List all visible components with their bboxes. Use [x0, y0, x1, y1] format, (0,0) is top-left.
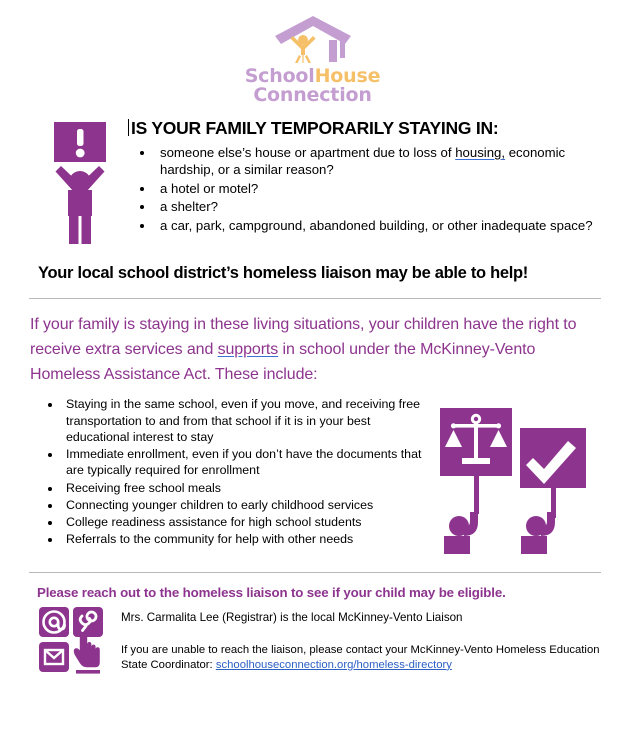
logo-word-house: House: [314, 65, 381, 87]
liaison-info: Mrs. Carmalita Lee (Registrar) is the local McKinney-Vento Liaison: [121, 611, 463, 625]
bullet-text: a car, park, campground, abandoned building, or other inadequate space?: [160, 217, 593, 233]
footer-heading: Please reach out to the homeless liaison to see if your child may be eligible.: [37, 585, 506, 601]
pointing-hand-icon: [74, 632, 100, 674]
schoolhouse-logo-mark: [271, 14, 355, 64]
list-item: [155, 198, 603, 215]
list-item: • Receiving free school meals: [62, 480, 422, 496]
list-item: [155, 144, 603, 179]
bullet-text-post: economic hardship, or a similar reason?: [160, 144, 566, 178]
logo-word-connection: Connection: [253, 84, 372, 107]
list-item: • College readiness assistance for high school students: [62, 514, 422, 530]
tagline: Your local school district’s homeless liaison may be able to help!: [38, 263, 529, 282]
phone-icon: [73, 607, 103, 637]
situation-list: [129, 144, 603, 234]
list-item: • Connecting younger children to early childhood services: [62, 497, 422, 513]
question-body: [112, 118, 603, 235]
envelope-icon: [39, 642, 69, 672]
question-section: [0, 106, 625, 244]
list-item: [155, 180, 603, 197]
intro-text-pre: If your family is staying in these living situations, your children have the right to receive extra services and: [30, 315, 577, 358]
bullet-text: a shelter?: [160, 199, 218, 215]
list-item: • Referrals to the community for help with other needs: [62, 531, 422, 547]
bullet-text-pre: someone else’s house or apartment due to loss of: [160, 144, 456, 160]
coordinator-info: [121, 643, 603, 673]
person-holding-exclamation-sign-icon: [48, 118, 112, 244]
benefits-section: [0, 387, 625, 554]
contact-text: [110, 606, 603, 672]
intro-text-post: in school under the McKinney-Vento Homeless Assistance Act. These include:: [30, 340, 536, 384]
rights-intro-paragraph: [0, 299, 625, 388]
logo-block: [0, 0, 625, 106]
logo-wordmark: [245, 67, 381, 106]
bullet-text: a hotel or motel?: [160, 180, 259, 196]
page-title: IS YOUR FAMILY TEMPORARILY STAYING IN:: [129, 118, 603, 138]
list-item: [155, 217, 603, 234]
list-item: • Immediate enrollment, even if you don’t have the documents that are typically required for enrollment: [62, 446, 422, 479]
contact-icons-group: [38, 606, 110, 678]
benefits-list: [30, 396, 422, 548]
scales-and-checkmark-signs-icon: [422, 396, 594, 554]
at-sign-icon: [39, 607, 69, 637]
suggestion-supports[interactable]: supports: [217, 340, 279, 358]
contact-section: [0, 600, 625, 678]
suggestion-housing[interactable]: housing,: [455, 144, 506, 160]
list-item: • Staying in the same school, even if you move, and receiving free transportation to and from that school if it is in your best educational interest to stay: [62, 396, 422, 445]
homeless-directory-link[interactable]: schoolhouseconnection.org/homeless-directory: [215, 658, 452, 671]
coordinator-text: If you are unable to reach the liaison, please contact your McKinney-Vento Homeless Education State Coordinator:: [121, 643, 600, 671]
logo-word-school: School: [244, 65, 315, 87]
